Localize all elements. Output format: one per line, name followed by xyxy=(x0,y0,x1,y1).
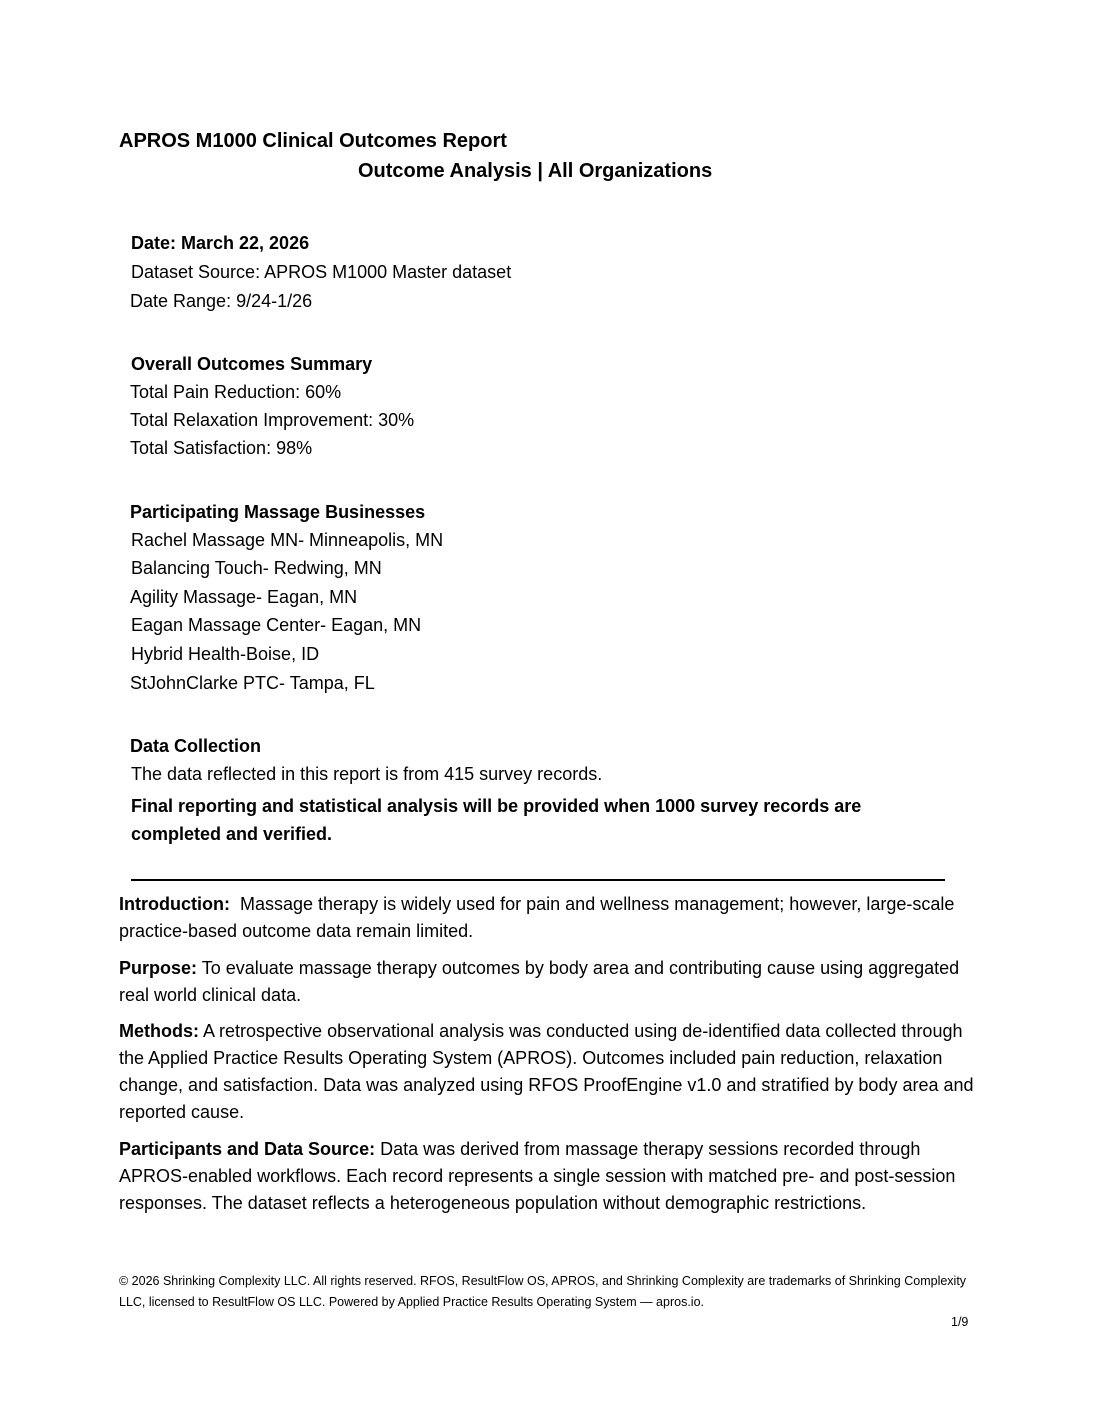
report-date: Date: March 22, 2026 xyxy=(131,233,310,253)
participants-label: Participants and Data Source: xyxy=(119,1139,376,1159)
data-collection-heading: Data Collection xyxy=(130,736,262,756)
purpose-label: Purpose: xyxy=(119,958,198,978)
summary-item: Total Satisfaction: 98% xyxy=(130,438,313,458)
introduction-paragraph xyxy=(119,891,979,945)
footer-copyright: © 2026 Shrinking Complexity LLC. All rights reserved. RFOS, ResultFlow OS, APROS, and Shrinking Complexity are trademarks of Shrinking Complexity LLC, licensed to ResultFlow OS LLC. Powered by Applied Practice Results Operating System — apros.io. xyxy=(119,1274,967,1309)
date-range: Date Range: 9/24-1/26 xyxy=(130,291,313,311)
introduction-label: Introduction: xyxy=(119,894,230,914)
business-item: Agility Massage- Eagan, MN xyxy=(130,587,358,607)
business-item: Hybrid Health-Boise, ID xyxy=(131,644,320,664)
participants-text: Data was derived from massage therapy sessions recorded through APROS-enabled workflows. Each record represents a single session with matched pre- and post-session responses. The dataset reflects a heterogeneous population without demographic restrictions. xyxy=(119,1139,956,1213)
participants-paragraph xyxy=(119,1136,979,1217)
business-item: Eagan Massage Center- Eagan, MN xyxy=(131,615,422,635)
final-reporting-note-line2: completed and verified. xyxy=(131,824,333,844)
section-divider xyxy=(131,879,945,881)
business-item: Rachel Massage MN- Minneapolis, MN xyxy=(131,530,444,550)
purpose-paragraph xyxy=(119,955,979,1009)
summary-item: Total Pain Reduction: 60% xyxy=(130,382,342,402)
introduction-text: Massage therapy is widely used for pain and wellness management; however, large-scale practice-based outcome data remain limited. xyxy=(119,894,955,941)
methods-paragraph xyxy=(119,1018,975,1126)
final-reporting-note-line1: Final reporting and statistical analysis will be provided when 1000 survey records are xyxy=(131,796,862,816)
purpose-text: To evaluate massage therapy outcomes by body area and contributing cause using aggregated real world clinical data. xyxy=(119,958,960,1005)
businesses-heading: Participating Massage Businesses xyxy=(130,502,426,522)
dataset-source: Dataset Source: APROS M1000 Master dataset xyxy=(131,262,512,282)
business-item: Balancing Touch- Redwing, MN xyxy=(131,558,382,578)
methods-label: Methods: xyxy=(119,1021,199,1041)
methods-text: A retrospective observational analysis was conducted using de-identified data collected through the Applied Practice Results Operating System (APROS). Outcomes included pain reduction, relaxation change, and satisfaction. Data was analyzed using RFOS ProofEngine v1.0 and stratified by body area and reported cause. xyxy=(119,1021,974,1122)
summary-item: Total Relaxation Improvement: 30% xyxy=(130,410,415,430)
report-subtitle: Outcome Analysis | All Organizations xyxy=(358,160,713,182)
report-title: APROS M1000 Clinical Outcomes Report xyxy=(119,130,507,152)
page-number: 1/9 xyxy=(951,1315,969,1329)
business-item: StJohnClarke PTC- Tampa, FL xyxy=(130,673,375,693)
summary-heading: Overall Outcomes Summary xyxy=(131,354,373,374)
data-collection-text: The data reflected in this report is from 415 survey records. xyxy=(131,764,603,784)
